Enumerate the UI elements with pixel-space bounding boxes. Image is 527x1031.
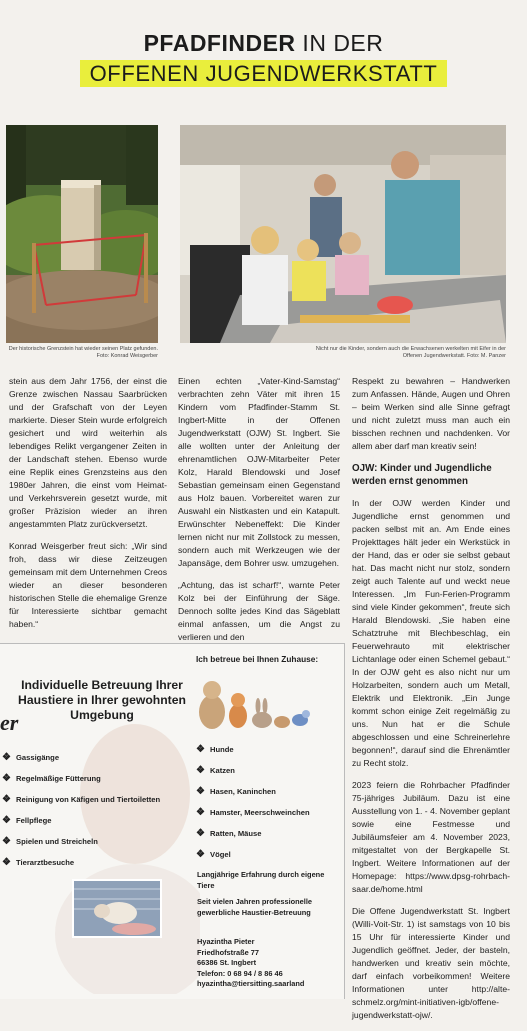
paw-icon: ❖ (2, 857, 11, 868)
list-item: ❖ Hunde (196, 739, 341, 760)
list-item: ❖ Spielen und Streicheln (2, 831, 192, 852)
paw-icon: ❖ (2, 752, 11, 763)
headline-line1 (0, 30, 527, 57)
article-column-3 (352, 375, 510, 1031)
paragraph: Konrad Weisgerber freut sich: „Wir sind froh, dass wir diese Zeitzeugen gemeinsam mit dem Unternehmen Creos wieder an dieser besonderen historischen Stelle die ehemalige Grenze für Interessierte sichtbar gemacht haben.“ (9, 541, 167, 629)
paragraph: In der OJW werden Kinder und Jugendliche ernst genommen und packen selbst mit an. Am Ende eines Projekttages hält jeder ein Werkstück in der Hand, das er oder sie selbst gebaut hat. Das macht nicht nur stolz, sondern zeigt auch Talente auf und weckt neue Interessen. „Im Fun-Ferien-Programm sind viele Kinder gekommen“, freute sich Harald Blendowski. „Sie haben eine Schatztruhe mit Blechbeschlag, ein Feuerwehrauto mit elektrischer Lichtanlage oder einen Schemel gebaut.“ In der OJW geht es also nicht nur um Holzarbeiten, sondern auch um Metall, Elektrik und Elektronik. „Ein Junge kommt schon einige Zeit regelmäßig zu uns. Nun hat er die Schule abgeschlossen und eine Schreinerlehre begonnen!“, darauf sind die Ehrenämtler zu Recht stolz. (352, 498, 510, 768)
right-photo-caption: Nicht nur die Kinder, sondern auch die Erwachsenen werkelten mit Eifer in der Offenen Jugendwerkstatt. Foto: M. Panzer (315, 346, 506, 359)
boundary-stone-photo (6, 125, 158, 343)
contact-city: 66386 St. Ingbert (197, 958, 257, 967)
workshop-photo (180, 125, 506, 343)
contact-block (197, 937, 342, 990)
headline-line2-wrap (0, 60, 527, 87)
paragraph: Respekt zu bewahren – Handwerken zum Anfassen. Hände, Augen und Ohren – beim Werken sind alle Sinne gefragt und nicht zuletzt muss man auch ein bisschen rechnen und nachdenken. Vor allem aber darf man kreativ sein! (352, 376, 510, 451)
experience-note-2: Seit vielen Jahren professionelle gewerbliche Haustier-Betreuung (197, 897, 313, 917)
list-item: ❖ Gassigänge (2, 747, 192, 768)
paw-icon: ❖ (196, 807, 205, 818)
list-item: ❖ Hamster, Meerschweinchen (196, 802, 341, 823)
list-item: ❖ Ratten, Mäuse (196, 823, 341, 844)
services-list-left (2, 747, 192, 873)
paw-icon: ❖ (196, 744, 205, 755)
article-column-1 (9, 375, 167, 640)
animals-illustration (196, 672, 314, 730)
contact-phone: Telefon: 0 68 94 / 8 86 46 (197, 968, 283, 978)
paw-icon: ❖ (2, 836, 11, 847)
headline-line2: OFFENEN JUGENDWERKSTATT (80, 60, 448, 87)
section-subhead: OJW: Kinder und Jugendliche werden ernst genommen (352, 463, 492, 487)
paragraph: 2023 feiern die Rohrbacher Pfadfinder 75-jähriges Jubiläum. Dazu ist eine Ausstellung von 1. - 4. November geplant sowie eine Festmesse und Jubiläumsfeier am 4. November 2023, mitgestaltet von der Bergkapelle St. Ingbert. Weitere Informationen auf der Homepage: https://www.dpsg-rohrbach-saar.de/home.html (352, 780, 510, 894)
paragraph: Einen echten „Vater-Kind-Samstag“ verbrachten zehn Väter mit ihren 15 Kindern vom Pfadfinder-Stamm St. Ingbert-Mitte in der Offenen Jugendwerkstatt (OJW) St. Ingbert. Sie alle wollten unter der Anleitung der ehrenamtlichen OJW-Mitarbeiter Peter Kolz, Harald Blendowski und Josef Sebastian gemeinsam einen Gegenstand aus Holz bauen. Vorbereitet waren zur Auswahl ein Nistkasten und ein Katapult. Erwünschter Nebeneffekt: Die Kinder lernen nicht nur mit Zollstock zu messen, sondern auch mit Werkzeugen wie der Japansäge, dem Bohrer usw. umzugehen. (178, 376, 340, 568)
contact-name: Hyazintha Pieter (197, 937, 255, 946)
ad-left-fragment: er (0, 710, 19, 735)
contact-street: Friedhofstraße 77 (197, 947, 260, 957)
list-item: ❖ Fellpflege (2, 810, 192, 831)
list-item: ❖ Hasen, Kaninchen (196, 781, 341, 802)
contact-email: hyazintha@tiersitting.saarland (197, 979, 305, 988)
left-photo-caption: Der historische Grenzstein hat wieder seinen Platz gefunden. Foto: Konrad Weisgerber (8, 346, 158, 359)
list-item: ❖ Tierarztbesuche (2, 852, 192, 873)
paw-icon: ❖ (2, 773, 11, 784)
ad-title: Individuelle Betreuung Ihrer Haustiere in Ihrer gewohnten Umgebung (18, 678, 186, 722)
list-item: ❖ Reinigung von Käfigen und Tiertoiletten (2, 789, 192, 810)
list-item: ❖ Vögel (196, 844, 341, 865)
paw-icon: ❖ (196, 828, 205, 839)
paw-icon: ❖ (2, 794, 11, 805)
paragraph: „Achtung, das ist scharf!“, warnte Peter Kolz bei der Einführung der Säge. Dennoch sollte jedes Kind das Sägeblatt einmal anfassen, um die Angst zu verlieren und den (178, 580, 340, 642)
article-column-2 (178, 375, 340, 653)
services-list-right (196, 739, 341, 865)
list-item: ❖ Katzen (196, 760, 341, 781)
list-item: ❖ Regelmäßige Fütterung (2, 768, 192, 789)
pet-sitting-advertisement (0, 643, 345, 999)
headline-part2: IN DER (295, 30, 384, 56)
paw-icon: ❖ (196, 849, 205, 860)
home-care-heading: Ich betreue bei Ihnen Zuhause: (196, 654, 319, 664)
experience-note-1: Langjährige Erfahrung durch eigene Tiere (197, 870, 325, 890)
rat-cage-photo (72, 879, 162, 938)
paw-icon: ❖ (196, 765, 205, 776)
paw-icon: ❖ (2, 815, 11, 826)
paw-icon: ❖ (196, 786, 205, 797)
headline-part1: PFADFINDER (143, 30, 296, 56)
paragraph: Die Offene Jugendwerkstatt St. Ingbert (Willi-Voit-Str. 1) ist samstags von 10 bis 15 Uhr für interessierte Kinder und Jugendlich geöffnet. Jeder, der basteln, handwerken und kreativ sein möchte, darf einfach vorbeikommen! Weitere Informationen unter http://alte-schmelz.org/mint-initiativen-igb/offene-jugendwerkstatt-ojw/. (352, 906, 510, 1020)
paragraph: stein aus dem Jahr 1756, der einst die Grenze zwischen Nassau Saarbrücken und der Grafschaft von der Leyen markierte. Dieser Stein wurde erfolgreich gesichert und wird weiterhin als lebendiges Relikt vergangener Zeiten in der Landschaft stehen. Ebenso wurde eine Replik eines Grenzsteins aus den 1980er Jahren, die einst vom Heimat- und Verkehrsverein gesetzt wurde, mit großer Präzision wieder an ihren angestammten Platz zurückversetzt. (9, 376, 167, 529)
